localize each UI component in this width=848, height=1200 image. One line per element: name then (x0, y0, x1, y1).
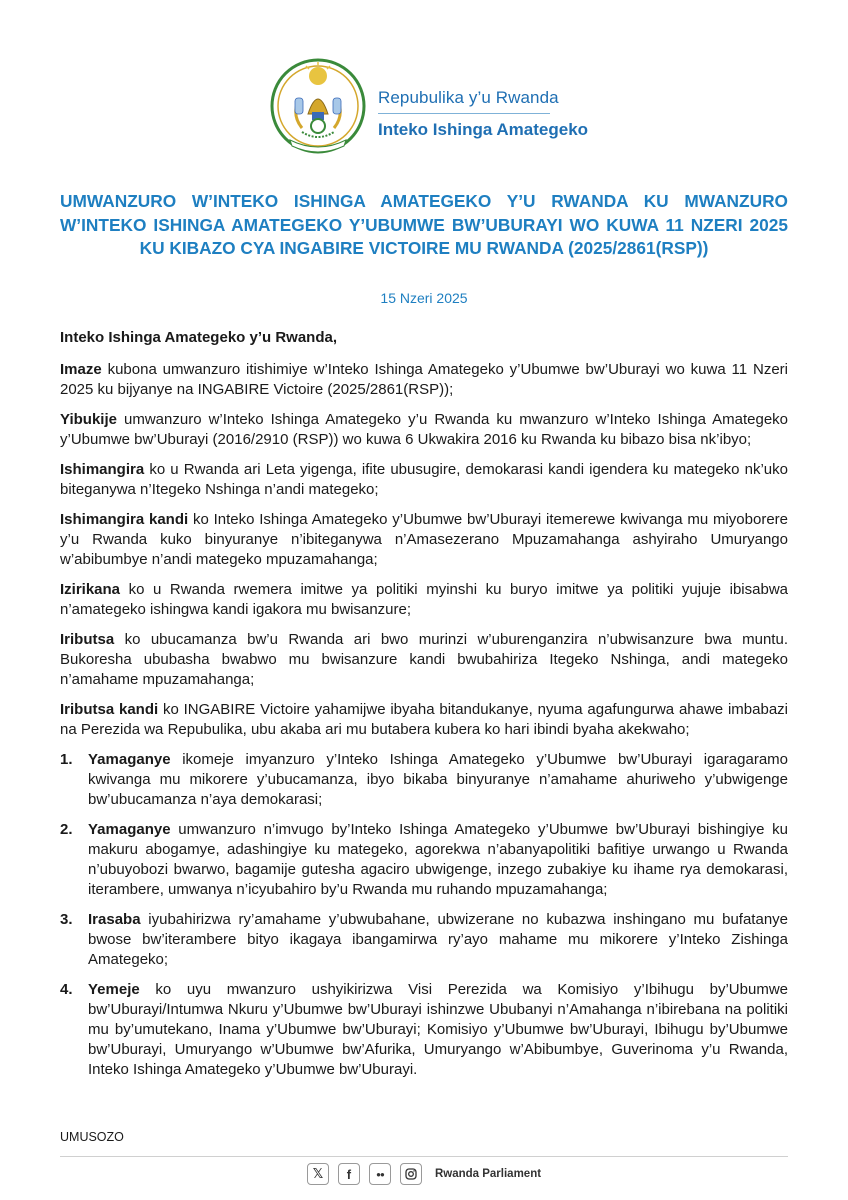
salutation: Inteko Ishinga Amategeko y’u Rwanda, (60, 329, 338, 346)
resolutions-list (60, 750, 788, 1080)
resolution-text: ko uyu mwanzuro ushyikirizwa Visi Perezida wa Komisiyo y’Ibihugu by’Ubumwe bw’Uburayi/Intumwa Nkuru y’Ubumwe bw’Uburayi ishinzwe Ububanyi n’Amahanga n’ibirebana na politiki mu by’umutekano, Inama y’Ubumwe bw’Uburayi; Komisiyo y’Ubumwe bw’Uburayi, Ibihugu by’Ubumwe bw’Uburayi, Umuryango w’Ubumwe bw’Afurika, Umuryango w’Abibumbye, Guverinoma y’u Rwanda, Inteko Ishinga Amategeko y’Ubumwe bw’Uburayi. (88, 981, 788, 1078)
clause-text: kubona umwanzuro itishimiye w’Inteko Ishinga Amategeko y’Ubumwe bw’Uburayi wo kuwa 11 Nzeri 2025 ku bijyanye na INGABIRE Victoire (2025/2861(RSP)); (60, 361, 788, 398)
resolution-text: umwanzuro n’imvugo by’Inteko Ishinga Amategeko y’Ubumwe bw’Uburayi bishingiye ku makuru abogamye, adashingiye ku mategeko, agorekwa n’abanyapolitiki bafitiye urwango u Rwanda n’ubuyobozi bwarwo, bagamije gutesha agaciro ubwigenge, inzego zubakiye ku ihame rya demokarasi, iterambere, umwanya n’icyubahiro by’u Rwanda mu ruhando mpuzamahanga; (88, 821, 788, 898)
clause-text: ko ubucamanza bw’u Rwanda ari bwo murinzi w’uburenganzira n’ubwisanzure bwa muntu. Bukoresha ububasha bwabwo mu bwisanzure kandi bwubahiriza Itegeko Nshinga, andi mategeko n’amahame mpuzamahanga; (60, 631, 788, 688)
preamble-clause (60, 580, 788, 620)
letterhead (0, 52, 848, 168)
facebook-icon[interactable]: f (338, 1163, 360, 1185)
preamble-clause (60, 630, 788, 690)
resolution-lead: Irasaba (88, 911, 141, 928)
preamble-clause (60, 460, 788, 500)
resolution-text: iyubahirizwa ry’amahame y’ubwubahane, ubwizerane no kubazwa inshingano mu bufatanye bwose bw’iterambere bityo ikagaya ibangamirwa ry’ayo mahame mu mikorere y’Inteko Zishinga Amategeko; (88, 911, 788, 968)
resolution-lead: Yamaganye (88, 821, 171, 838)
org-divider (378, 113, 550, 114)
clause-text: ko u Rwanda ari Leta yigenga, ifite ubusugire, demokarasi kandi igendera ku mategeko nk’uko biteganywa n’Itegeko Nshinga n’andi mategeko; (60, 461, 788, 498)
resolution-item (60, 820, 788, 900)
resolution-number: 3. (60, 911, 73, 928)
flickr-icon[interactable]: ●● (369, 1163, 391, 1185)
document-body (60, 328, 788, 1090)
organization-name (378, 88, 588, 140)
clause-text: ko INGABIRE Victoire yahamijwe ibyaha bitandukanye, nyuma agafungurwa ahawe imbabazi na Perezida wa Repubulika, ubu akaba ari mu butabera kubera ko hari ibindi byaha akekwaho; (60, 701, 788, 738)
preamble-clause (60, 510, 788, 570)
closing-mark: UMUSOZO (60, 1130, 124, 1144)
resolution-number: 4. (60, 981, 73, 998)
resolution-lead: Yamaganye (88, 751, 171, 768)
clause-lead: Iributsa (60, 631, 115, 648)
clause-lead: Iributsa kandi (60, 701, 159, 718)
instagram-icon[interactable] (400, 1163, 422, 1185)
resolution-item (60, 980, 788, 1080)
instagram-glyph (405, 1168, 417, 1180)
republic-name: Repubulika y’u Rwanda (378, 88, 559, 107)
resolution-lead: Yemeje (88, 981, 140, 998)
clause-lead: Izirikana (60, 581, 121, 598)
resolution-item (60, 910, 788, 970)
resolution-number: 1. (60, 751, 73, 768)
document-date: 15 Nzeri 2025 (380, 290, 468, 306)
resolution-number: 2. (60, 821, 73, 838)
resolution-text: ikomeje imyanzuro y’Inteko Ishinga Amategeko y’Ubumwe bw’Uburayi igaragaramo kwivanga mu mikorere y’ubucamanza, ibyo bikaba binyuranye n’amahame ahuriweho y’ubwigenge bw’ubucamanza n’aya demokarasi; (88, 751, 788, 808)
clause-lead: Yibukije (60, 411, 117, 428)
x-icon[interactable]: 𝕏 (307, 1163, 329, 1185)
footer-social (0, 1162, 848, 1186)
clause-lead: Ishimangira kandi (60, 511, 189, 528)
rwanda-coat-of-arms-seal (268, 56, 368, 160)
clause-lead: Ishimangira (60, 461, 145, 478)
preamble-clause (60, 360, 788, 400)
footer-label: Rwanda Parliament (434, 1168, 542, 1180)
footer-divider (60, 1156, 788, 1157)
resolution-item (60, 750, 788, 810)
document-title: UMWANZURO W’INTEKO ISHINGA AMATEGEKO Y’U RWANDA KU MWANZURO W’INTEKO ISHINGA AMATEGEKO Y’UBUMWE BW’UBURAYI WO KUWA 11 NZERI 2025 KU KIBAZO CYA INGABIRE VICTOIRE MU RWANDA (2025/2861(RSP)) (60, 191, 788, 258)
preamble-clause (60, 700, 788, 740)
clause-text: ko Inteko Ishinga Amategeko y’Ubumwe bw’Uburayi itemerewe kwivanga mu miyoborere y’u Rwanda kuko binyuranye n’ibiteganywa n’Amasezerano Mpuzamahanga ashyiraho Umuryango w’abibumbye n’andi mategeko mpuzamahanga; (60, 511, 788, 568)
clause-text: ko u Rwanda rwemera imitwe ya politiki myinshi ku buryo imitwe ya politiki yujuje ibisabwa n’amategeko ishingwa kandi igakora mu bwisanzure; (60, 581, 788, 618)
clause-text: umwanzuro w’Inteko Ishinga Amategeko y’u Rwanda ku mwanzuro w’Inteko Ishinga Amategeko y’Ubumwe bw’Uburayi (2016/2910 (RSP)) wo kuwa 6 Ukwakira 2016 ku Rwanda ku bibazo bisa nk’ibyo; (60, 411, 788, 448)
parliament-name: Inteko Ishinga Amategeko (378, 120, 589, 139)
preamble-clause (60, 410, 788, 450)
clause-lead: Imaze (60, 361, 102, 378)
